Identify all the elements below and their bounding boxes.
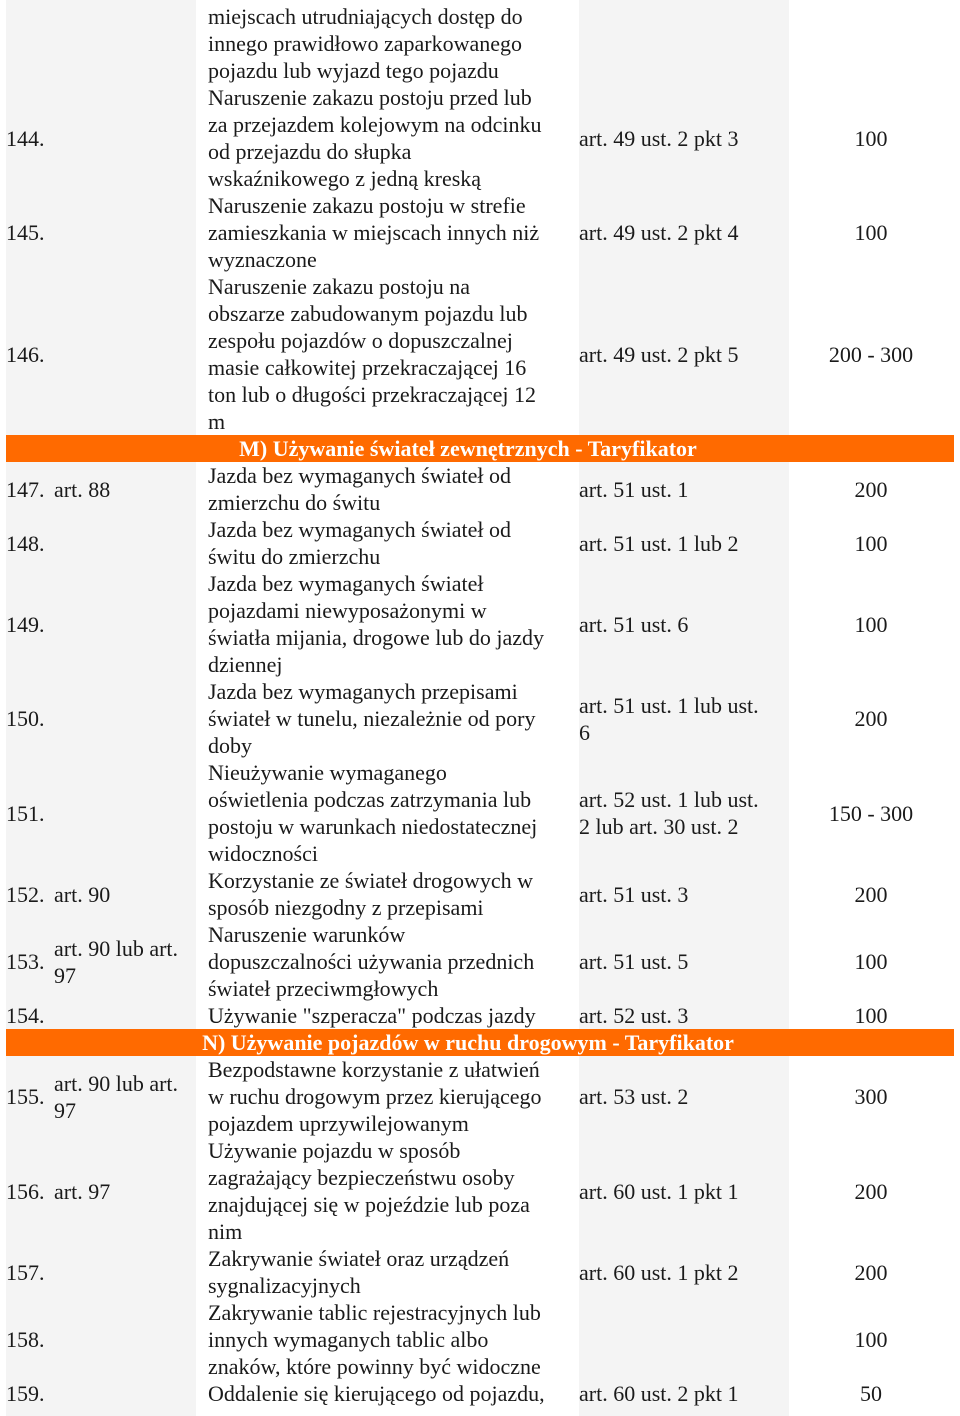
fine-amount: 100 (854, 1327, 888, 1352)
legal-reference-cell (579, 1056, 783, 1137)
row-number: 152. (6, 881, 45, 907)
fine-amount-cell (790, 759, 952, 867)
legal-reference-cell (579, 1299, 783, 1380)
offense-description: Jazda bez wymaganych świateł pojazdami niewyposażonymi w światła mijania, drogowe lub do jazdy dziennej (208, 571, 545, 677)
table-row (0, 867, 960, 921)
article-cell-cell (54, 1245, 194, 1299)
fine-amount-cell (790, 1137, 952, 1245)
row-number-cell (6, 921, 54, 1002)
fine-amount: 200 (854, 1178, 888, 1204)
legal-reference-cell (579, 759, 783, 867)
row-number-cell (6, 1137, 54, 1245)
offense-description-cell (208, 192, 572, 273)
table-row (0, 516, 960, 570)
legal-reference: art. 52 ust. 1 lub ust. 2 lub art. 30 ust. 2 (579, 787, 759, 839)
legal-reference-cell (579, 3, 783, 84)
legal-reference: art. 52 ust. 3 (579, 1003, 689, 1028)
article-cell: art. 90 lub art. 97 (54, 935, 179, 988)
article-cell-cell (54, 1299, 194, 1380)
article-cell: art. 90 (54, 881, 111, 907)
offense-description: Naruszenie zakazu postoju w strefie zamieszkania w miejscach innych niż wyznaczone (208, 193, 540, 272)
legal-reference-cell (579, 192, 783, 273)
table-row (0, 273, 960, 435)
row-number: 157. (6, 1259, 45, 1285)
row-number-cell (6, 678, 54, 759)
row-number: 147. (6, 476, 45, 502)
fine-amount: 100 (854, 530, 888, 556)
offense-description-cell (208, 1137, 572, 1245)
article-cell-cell (54, 516, 194, 570)
section-header (6, 435, 954, 462)
fine-amount: 100 (854, 220, 888, 245)
table-row (0, 192, 960, 273)
article-cell-cell (54, 1380, 194, 1407)
offense-description-cell (208, 1002, 572, 1029)
article-cell: art. 88 (54, 476, 111, 502)
article-cell-cell (54, 462, 194, 516)
fine-amount-cell (790, 462, 952, 516)
row-number: 154. (6, 1003, 45, 1028)
offense-description-cell (208, 84, 572, 192)
offense-description-cell (208, 273, 572, 435)
fine-amount-cell (790, 1245, 952, 1299)
legal-reference: art. 51 ust. 5 (579, 949, 689, 974)
fine-amount-cell (790, 1056, 952, 1137)
article-cell-cell (54, 3, 194, 84)
row-number-cell (6, 867, 54, 921)
fine-amount: 200 - 300 (828, 341, 914, 367)
table-row (0, 1380, 960, 1407)
table-row (0, 759, 960, 867)
row-number: 159. (6, 1381, 45, 1406)
row-number: 149. (6, 611, 45, 637)
legal-reference: art. 49 ust. 2 pkt 3 (579, 125, 739, 151)
fine-amount: 200 (854, 1259, 888, 1285)
fine-amount-cell (790, 1002, 952, 1029)
article-cell-cell (54, 678, 194, 759)
fine-amount: 200 (854, 706, 888, 731)
offense-description: Nieużywanie wymaganego oświetlenia podczas zatrzymania lub postoju w warunkach niedostatecznej widoczności (208, 760, 538, 866)
row-number-cell (6, 516, 54, 570)
offense-description: Używanie pojazdu w sposób zagrażający bezpieczeństwu osoby znajdującej się w pojeździe lub poza nim (208, 1138, 530, 1244)
fine-amount-cell (790, 921, 952, 1002)
legal-reference-cell (579, 1137, 783, 1245)
table-row (0, 1002, 960, 1029)
section-title: N) Używanie pojazdów w ruchu drogowym - Taryfikator (202, 1030, 734, 1055)
fine-amount: 100 (854, 611, 888, 637)
row-number-cell (6, 1299, 54, 1380)
fine-amount-cell (790, 1299, 952, 1380)
offense-description-cell (208, 570, 572, 678)
row-number: 155. (6, 1084, 45, 1109)
legal-reference-cell (579, 1245, 783, 1299)
article-cell-cell (54, 273, 194, 435)
offense-description: Naruszenie zakazu postoju na obszarze zabudowanym pojazdu lub zespołu pojazdów o dopuszczalnej masie całkowitej przekraczającej 16 ton lub o długości przekraczającej 12 m (208, 274, 537, 434)
row-number-cell (6, 3, 54, 84)
legal-reference-cell (579, 1380, 783, 1407)
row-number-cell (6, 84, 54, 192)
row-number: 151. (6, 800, 45, 826)
row-number-cell (6, 570, 54, 678)
fine-amount: 150 - 300 (828, 800, 914, 826)
fine-amount-cell (790, 3, 952, 84)
legal-reference-cell (579, 1002, 783, 1029)
offense-description-cell (208, 516, 572, 570)
offense-description: Zakrywanie świateł oraz urządzeń sygnalizacyjnych (208, 1246, 510, 1298)
table-row (0, 1137, 960, 1245)
legal-reference-cell (579, 570, 783, 678)
row-number: 146. (6, 341, 45, 367)
row-number: 153. (6, 949, 45, 974)
row-number: 156. (6, 1178, 45, 1204)
legal-reference: art. 49 ust. 2 pkt 4 (579, 220, 739, 245)
row-number-cell (6, 1245, 54, 1299)
row-number: 145. (6, 220, 45, 245)
offense-description-cell (208, 1056, 572, 1137)
fine-amount: 100 (854, 1003, 888, 1028)
row-number: 150. (6, 706, 45, 731)
row-number-cell (6, 1380, 54, 1407)
row-number-cell (6, 192, 54, 273)
offense-description: Używanie "szperacza" podczas jazdy (208, 1003, 536, 1028)
section-title: M) Używanie świateł zewnętrznych - Taryfikator (239, 436, 697, 461)
fine-amount: 200 (854, 476, 888, 502)
row-number: 144. (6, 125, 45, 151)
offense-description: Jazda bez wymaganych świateł od świtu do zmierzchu (208, 517, 511, 569)
offense-description: Korzystanie ze świateł drogowych w sposób niezgodny z przepisami (208, 868, 534, 920)
article-cell: art. 90 lub art. 97 (54, 1070, 179, 1123)
offense-description: miejscach utrudniających dostęp do innego prawidłowo zaparkowanego pojazdu lub wyjazd tego pojazdu (208, 4, 523, 83)
offense-description: Jazda bez wymaganych świateł od zmierzchu do świtu (208, 463, 511, 515)
fine-amount-cell (790, 570, 952, 678)
row-number-cell (6, 1002, 54, 1029)
legal-reference-cell (579, 516, 783, 570)
fine-amount-cell (790, 867, 952, 921)
row-number: 148. (6, 530, 45, 556)
fine-amount-cell (790, 84, 952, 192)
fine-amount-cell (790, 273, 952, 435)
legal-reference: art. 51 ust. 1 lub ust. 6 (579, 692, 759, 745)
article-cell-cell (54, 84, 194, 192)
fine-amount-cell (790, 516, 952, 570)
section-header (6, 1029, 954, 1056)
legal-reference-cell (579, 921, 783, 1002)
table-row (0, 1245, 960, 1299)
offense-description-cell (208, 678, 572, 759)
legal-reference: art. 51 ust. 3 (579, 881, 689, 907)
table-row (0, 678, 960, 759)
article-cell-cell (54, 867, 194, 921)
table-row (0, 3, 960, 84)
offense-description: Zakrywanie tablic rejestracyjnych lub innych wymaganych tablic albo znaków, które powinny być widoczne (208, 1300, 541, 1379)
offense-description-cell (208, 921, 572, 1002)
offense-description: Jazda bez wymaganych przepisami świateł w tunelu, niezależnie od pory doby (208, 679, 536, 758)
article-cell-cell (54, 1137, 194, 1245)
offense-description-cell (208, 1245, 572, 1299)
legal-reference: art. 51 ust. 6 (579, 611, 689, 637)
legal-reference: art. 51 ust. 1 (579, 476, 689, 502)
row-number-cell (6, 759, 54, 867)
article-cell-cell (54, 759, 194, 867)
table-row (0, 462, 960, 516)
table-row (0, 921, 960, 1002)
fine-amount: 100 (854, 125, 888, 151)
legal-reference: art. 49 ust. 2 pkt 5 (579, 341, 739, 367)
legal-reference: art. 60 ust. 1 pkt 2 (579, 1259, 739, 1285)
fine-amount: 100 (854, 949, 888, 974)
table-row (0, 570, 960, 678)
legal-reference-cell (579, 84, 783, 192)
legal-reference: art. 53 ust. 2 (579, 1084, 689, 1109)
row-number-cell (6, 273, 54, 435)
table-row (0, 84, 960, 192)
table-row (0, 1056, 960, 1137)
legal-reference-cell (579, 462, 783, 516)
legal-reference-cell (579, 867, 783, 921)
legal-reference-cell (579, 678, 783, 759)
offense-description-cell (208, 1299, 572, 1380)
fine-amount: 50 (860, 1381, 882, 1406)
row-number-cell (6, 462, 54, 516)
offense-description-cell (208, 462, 572, 516)
offense-description-cell (208, 3, 572, 84)
offense-description-cell (208, 867, 572, 921)
row-number-cell (6, 1056, 54, 1137)
legal-reference-cell (579, 273, 783, 435)
offense-description: Oddalenie się kierującego od pojazdu, (208, 1381, 545, 1406)
article-cell-cell (54, 192, 194, 273)
fine-amount: 200 (854, 881, 888, 907)
offense-description: Bezpodstawne korzystanie z ułatwień w ruchu drogowym przez kierującego pojazdem uprzywilejowanym (208, 1057, 542, 1136)
legal-reference: art. 60 ust. 2 pkt 1 (579, 1381, 739, 1406)
article-cell: art. 97 (54, 1178, 111, 1204)
legal-reference: art. 60 ust. 1 pkt 1 (579, 1178, 739, 1204)
article-cell-cell (54, 1056, 194, 1137)
row-number: 158. (6, 1327, 45, 1352)
legal-reference: art. 51 ust. 1 lub 2 (579, 530, 739, 556)
article-cell-cell (54, 921, 194, 1002)
offense-description: Naruszenie zakazu postoju przed lub za przejazdem kolejowym na odcinku od przejazdu do słupka wskaźnikowego z jedną kreską (208, 85, 542, 191)
fine-amount: 300 (854, 1084, 888, 1109)
fine-amount-cell (790, 192, 952, 273)
article-cell-cell (54, 1002, 194, 1029)
fine-amount-cell (790, 678, 952, 759)
table-row (0, 1299, 960, 1380)
article-cell-cell (54, 570, 194, 678)
fine-amount-cell (790, 1380, 952, 1407)
offense-description-cell (208, 759, 572, 867)
offense-description: Naruszenie warunków dopuszczalności używania przednich świateł przeciwmgłowych (208, 922, 535, 1001)
offense-description-cell (208, 1380, 572, 1407)
